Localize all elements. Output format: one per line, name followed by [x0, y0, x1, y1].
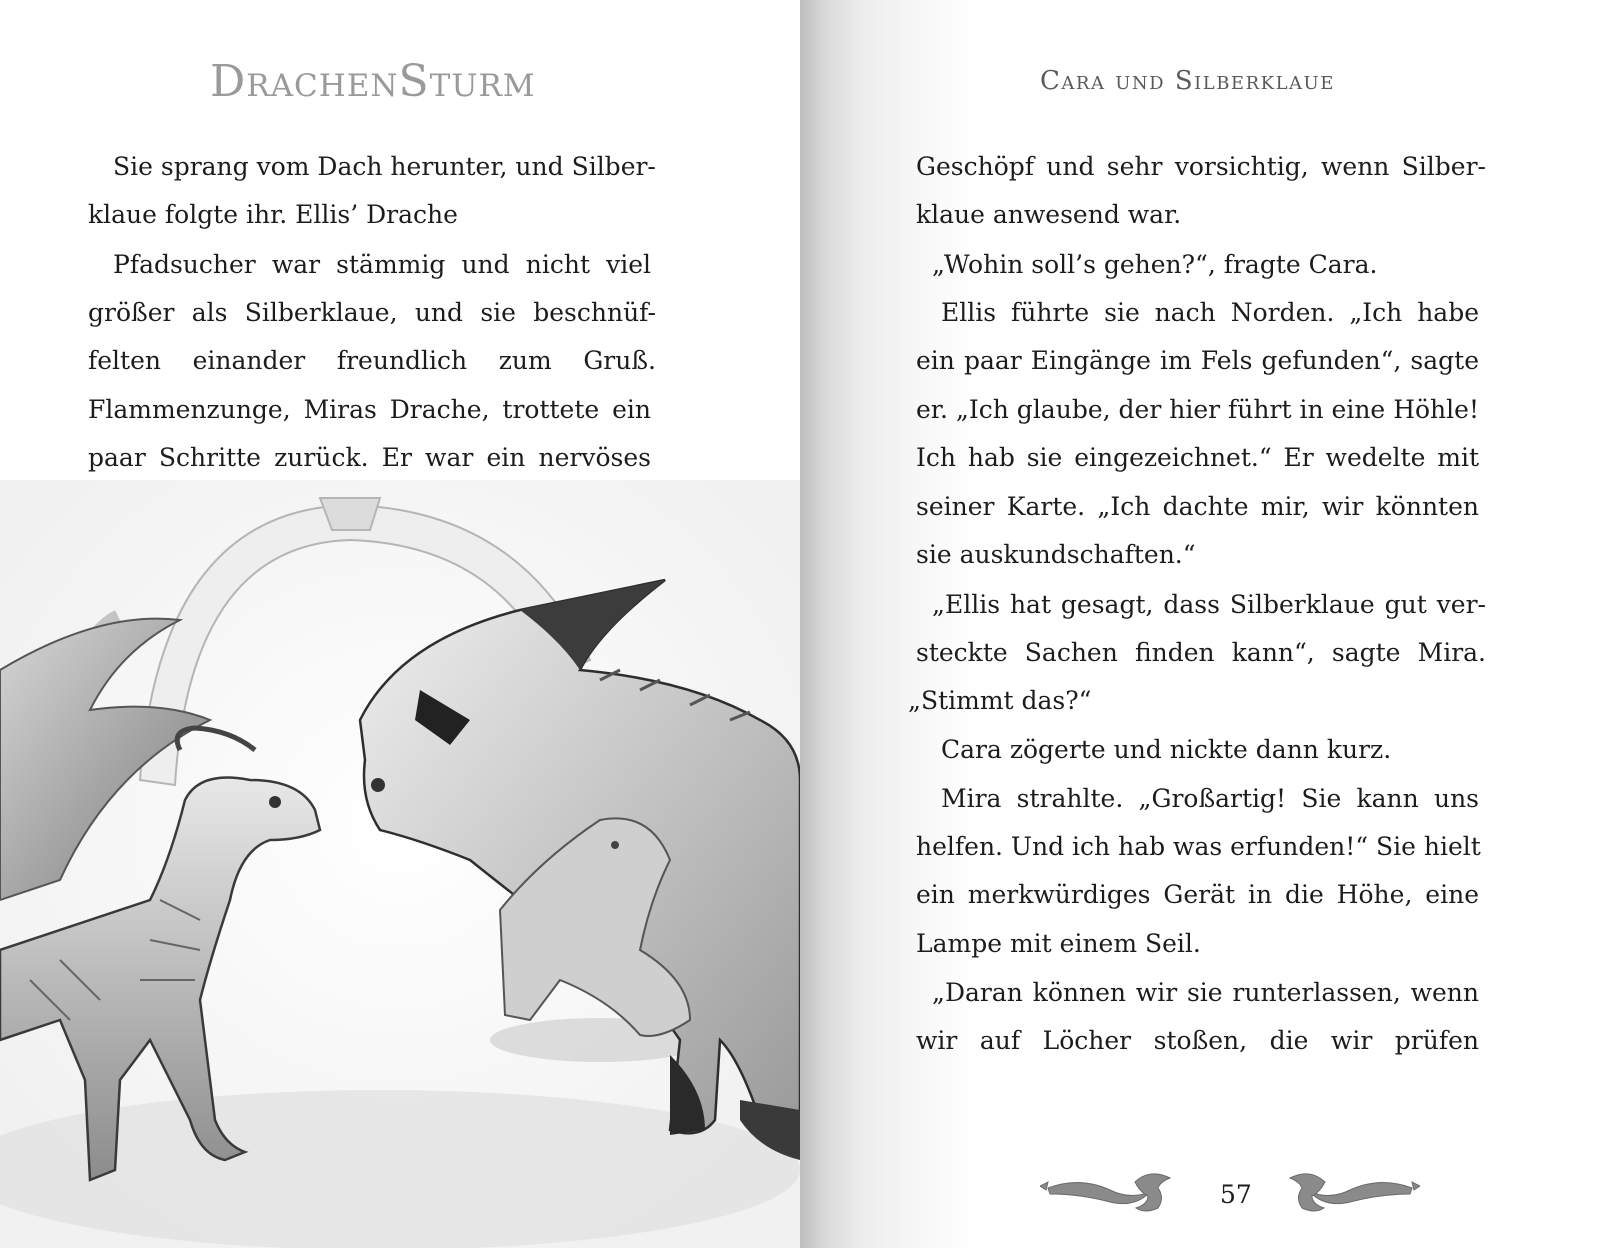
right-line-6: er. „Ich glaube, der hier führt in eine Höhle!: [916, 395, 1479, 424]
right-line-2: klaue anwesend war.: [916, 200, 1182, 229]
right-line-9: sie auskundschaften.“: [916, 540, 1196, 569]
right-line-5: ein paar Eingänge im Fels gefunden“, sagte: [916, 346, 1479, 375]
right-line-12: „Stimmt das?“: [908, 686, 1092, 715]
left-line-5: felten einander freundlich zum Gruß.: [88, 346, 656, 375]
left-line-2: klaue folgte ihr. Ellis’ Drache: [88, 200, 458, 229]
left-line-3: Pfadsucher war stämmig und nicht viel: [113, 250, 651, 279]
dragon-ornament-right-icon: [1290, 1174, 1420, 1211]
right-line-18: „Daran können wir sie runterlassen, wenn: [932, 978, 1479, 1007]
series-logo: [210, 50, 540, 110]
left-line-6: Flammenzunge, Miras Drache, trottete ein: [88, 395, 651, 424]
right-line-7: Ich hab sie eingezeichnet.“ Er wedelte mit: [916, 443, 1479, 472]
right-page: [800, 0, 1600, 1248]
right-line-14: Mira strahlte. „Großartig! Sie kann uns: [941, 784, 1479, 813]
right-line-10: „Ellis hat gesagt, dass Silberklaue gut ver-: [932, 590, 1486, 619]
series-logo-wordmark: [210, 50, 540, 110]
dragons-illustration: [0, 480, 800, 1248]
right-line-16: ein merkwürdiges Gerät in die Höhe, eine: [916, 880, 1479, 909]
right-line-4: Ellis führte sie nach Norden. „Ich habe: [941, 298, 1479, 327]
right-line-15: helfen. Und ich hab was erfunden!“ Sie hielt: [916, 832, 1481, 861]
right-line-19: wir auf Löcher stoßen, die wir prüfen: [916, 1026, 1479, 1055]
series-logo-text: DrachenSturm: [210, 56, 536, 107]
right-line-11: steckte Sachen finden kann“, sagte Mira.: [916, 638, 1486, 667]
right-line-3: „Wohin soll’s gehen?“, fragte Cara.: [932, 250, 1378, 279]
running-head: Cara und Silberklaue: [1040, 66, 1335, 96]
right-line-13: Cara zögerte und nickte dann kurz.: [941, 735, 1392, 764]
left-line-7: paar Schritte zurück. Er war ein nervöses: [88, 443, 651, 472]
left-line-1: Sie sprang vom Dach herunter, und Silber-: [113, 152, 656, 181]
right-line-8: seiner Karte. „Ich dachte mir, wir könnten: [916, 492, 1479, 521]
dragon-ornament-left-icon: [1040, 1174, 1170, 1211]
right-line-1: Geschöpf und sehr vorsichtig, wenn Silber-: [916, 152, 1486, 181]
left-line-4: größer als Silberklaue, und sie beschnüf-: [88, 298, 656, 327]
page-number: 57: [1220, 1180, 1252, 1209]
right-line-17: Lampe mit einem Seil.: [916, 929, 1201, 958]
